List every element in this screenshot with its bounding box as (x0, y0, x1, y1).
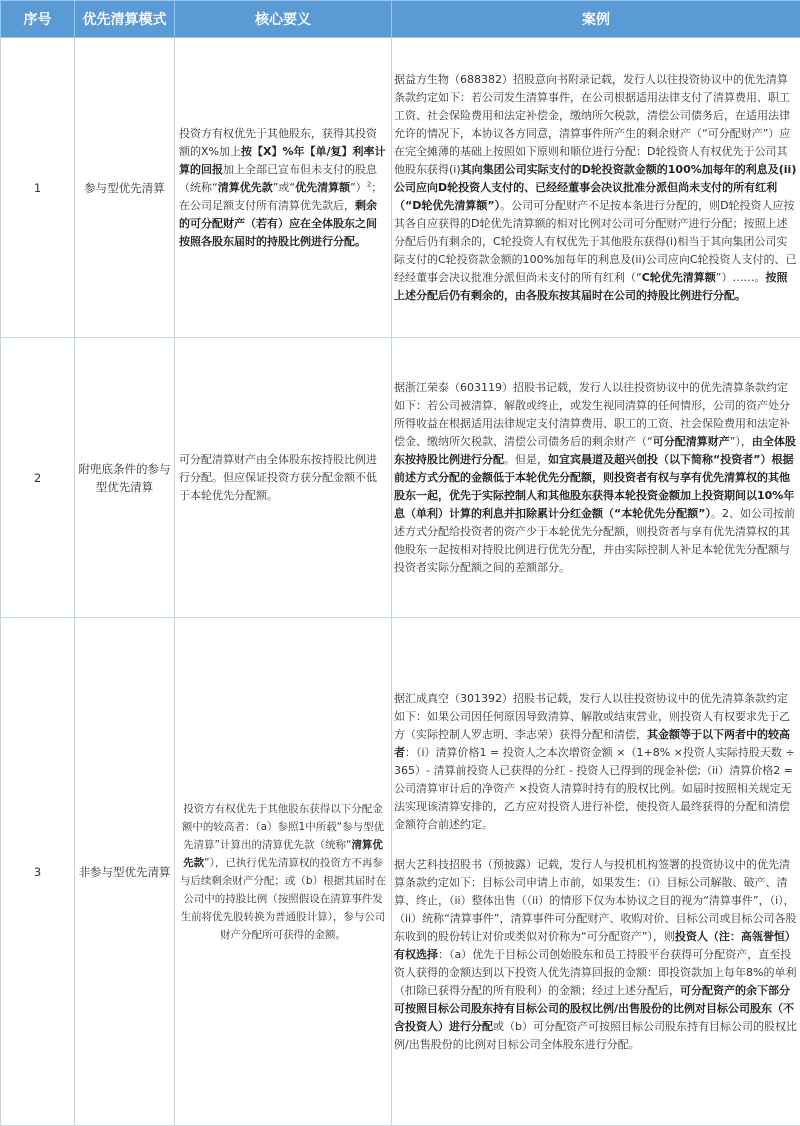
case-huicheng: 据汇成真空（301392）招股书记载，发行人以往投资协议中的优先清算条款约定如下：如果公司因任何原因导致清算、解散或结束营业，则投资人有权要求先于乙方（实际控制人罗志明、李志荣）获得分配和清偿，其金额等于以下两者中的较高者：（i）清算价格1 = 投资人之本次增资金额 ×（1+8% ×投资人实际持股天数 ÷ 365）- 清算前投资人已获得的分红 - 投资人已得到的现金补偿;（ii）清算价格2 = 公司清算审计后的净资产 ×投资人清算时持有的股权比例。如届时按照相关规定无法实现该清算安排的，乙方应对投资人进行补偿，使投资人最终获得的分配和清偿金额符合前述约定。 (394, 691, 795, 831)
row-mode: 参与型优先清算 (75, 38, 175, 338)
footnote-ref: 2 (366, 179, 372, 188)
row-core: 投资方有权优先于其他股东，获得其投资额的X%加上按【X】%年【单/复】利率计算的回报加上全部已宣布但未支付的股息（统称“清算优先款”或“优先清算额”）$^2$；在公司足额支付所有清算优先款后，剩余的可分配财产（若有）应在全体股东之间按照各股东届时的持股比例进行分配。 (175, 38, 392, 338)
header-core: 核心要义 (175, 1, 392, 38)
case-dayi: 据大艺科技招股书（预披露）记载，发行人与投机机构签署的投资协议中的优先清算条款约定如下：目标公司申请上市前，如果发生：（i）目标公司解散、破产、清算、终止，（ii）整体出售（（ii）的情形下仅为本协议之目的视为“清算事件”，（i），（ii）统称“清算事件”，清算事件可分配财产、收购对价、目标公司或目标公司各股东收到的股份转让对价或类似对价称为“可分配资产”），则投资人（注：高瓴誉恒）有权选择：（a）优先于目标公司创始股东和员工持股平台获得可分配资产，直至投资人获得的金额达到以下投资人优先清算回报的金额：即投资款加上每年8%的单利（扣除已获得分配的所有股利）的金额；经过上述分配后，可分配资产的余下部分可按照目标公司股东持有目标公司的股权比例/出售股份的比例对目标公司股东（不含投资人）进行分配或（b）可分配资产可按照目标公司股东持有目标公司的股权比例/出售股份的比例对目标公司全体股东进行分配。 (394, 857, 797, 1051)
row-mode: 非参与型优先清算 (75, 618, 175, 1126)
header-mode: 优先清算模式 (75, 1, 175, 38)
row-case: 据浙江荣泰（603119）招股书记载，发行人以往投资协议中的优先清算条款约定如下：若公司被清算、解散或终止，或发生视同清算的任何情形，公司的资产处分所得收益在根据适用法律规定支付清算费用、职工的工资、社会保险费用和法定补偿金、缴纳所欠税款、清偿公司债务后的剩余财产（“可分配清算财产”），由全体股东按持股比例进行分配。但是，如宜宾晨道及超兴创投（以下简称“投资者”）根据前述方式分配的金额低于本轮优先分配额，则投资者有权与享有优先清算权的其他股东一起，优先于实际控制人和其他股东获得本轮投资金额加上投资期间以10%年息（单利）计算的利息并扣除累计分红金额（“本轮优先分配额”）。2、如公司按前述方式分配给投资者的资产少于本轮优先分配额，则投资者与享有优先清算权的其他股东一起按相对持股比例进行优先分配，并由实际控制人补足本轮优先分配额与投资者实际分配额之间的差额部分。 (392, 338, 800, 618)
row-core: 投资方有权优先于其他股东获得以下分配金额中的较高者：（a）参照1中所载“参与型优先清算”计算出的清算优先款（统称“清算优先款”），已执行优先清算权的投资方不再参与后续剩余财产分配；或（b）根据其届时在公司中的持股比例（按照假设在清算事件发生前将优先股转换为普通股计算），参与公司财产分配所可获得的金额。 (175, 618, 392, 1126)
table-header-row (1, 1, 800, 38)
row-index: 3 (1, 618, 75, 1126)
table-row (1, 338, 800, 618)
table-row (1, 38, 800, 338)
table-row (1, 618, 800, 1126)
header-index: 序号 (1, 1, 75, 38)
header-case: 案例 (392, 1, 800, 38)
row-index: 1 (1, 38, 75, 338)
row-case: 据益方生物（688382）招股意向书附录记载，发行人以往投资协议中的优先清算条款约定如下：若公司发生清算事件，在公司根据适用法律支付了清算费用、职工工资、社会保险费用和法定补偿金，缴纳所欠税款，清偿公司债务后，在适用法律允许的情况下，本协议各方同意，清算事件所产生的剩余财产（“可分配财产”）应在完全摊薄的基础上按照如下原则和顺位进行分配：D轮投资人有权优先于公司其他股东获得(i)其向集团公司实际支付的D轮投资款金额的100%加每年的利息及(ii)公司应向D轮投资人支付的、已经经董事会决议批准分派但尚未支付的所有红利（“D轮优先清算额”）。公司可分配财产不足按本条进行分配的，则D轮投资人应按其各自应获得的D轮优先清算额的相对比例对公司可分配财产进行分配；按照上述分配后仍有剩余的，C轮投资人有权优先于其他股东获得(i)相当于其向集团公司实际支付的C轮投资款金额的100%加每年的利息及(ii)公司应向C轮投资人支付的、已经经董事会决议批准分派但尚未支付的所有红利（“C轮优先清算额”）……。按照上述分配后仍有剩余的，由各股东按其届时在公司的持股比例进行分配。 (392, 38, 800, 338)
row-core: 可分配清算财产由全体股东按持股比例进行分配。但应保证投资方获分配金额不低于本轮优先分配额。 (175, 338, 392, 618)
row-case (392, 618, 800, 1126)
row-mode: 附兜底条件的参与型优先清算 (75, 338, 175, 618)
row-index: 2 (1, 338, 75, 618)
